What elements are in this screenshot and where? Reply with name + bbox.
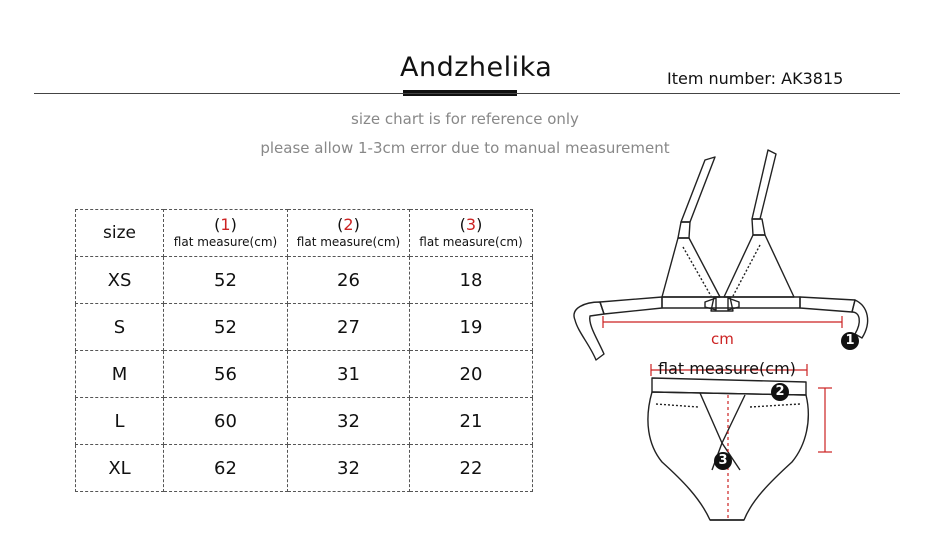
value-cell: 22 xyxy=(410,445,533,492)
column-label-2: flat measure(cm) xyxy=(296,235,401,249)
value-cell: 52 xyxy=(164,304,288,351)
size-cell: L xyxy=(76,398,164,445)
size-cell: M xyxy=(76,351,164,398)
garment-diagram xyxy=(560,140,930,556)
value-cell: 18 xyxy=(410,257,533,304)
size-chart-table xyxy=(75,209,533,492)
column-label-3: flat measure(cm) xyxy=(419,235,523,249)
value-cell: 56 xyxy=(164,351,288,398)
marker-2: 2 xyxy=(771,383,789,401)
table-row xyxy=(76,445,533,492)
cm-label: cm xyxy=(711,330,734,348)
bikini-top-illustration xyxy=(574,150,868,360)
item-number: Item number: AK3815 xyxy=(667,69,844,88)
marker-3: 3 xyxy=(714,452,732,470)
size-cell: XL xyxy=(76,445,164,492)
value-cell: 31 xyxy=(288,351,410,398)
brand-title: Andzhelika xyxy=(400,52,553,83)
top-measure-line xyxy=(603,316,842,328)
column-header-1 xyxy=(164,210,288,257)
value-cell: 62 xyxy=(164,445,288,492)
value-cell: 20 xyxy=(410,351,533,398)
value-cell: 21 xyxy=(410,398,533,445)
table-header-row xyxy=(76,210,533,257)
column-header-2 xyxy=(288,210,410,257)
table-row xyxy=(76,257,533,304)
value-cell: 52 xyxy=(164,257,288,304)
column-number-3: (3) xyxy=(459,215,483,234)
table-row xyxy=(76,304,533,351)
value-cell: 27 xyxy=(288,304,410,351)
column-number-1: (1) xyxy=(214,215,237,234)
reference-note: size chart is for reference only xyxy=(351,110,579,128)
value-cell: 19 xyxy=(410,304,533,351)
value-cell: 32 xyxy=(288,398,410,445)
bottom-measure-lines xyxy=(651,364,832,520)
size-cell: XS xyxy=(76,257,164,304)
column-header-3 xyxy=(410,210,533,257)
flat-measure-label: flat measure(cm) xyxy=(658,359,796,378)
column-number-2: (2) xyxy=(337,215,360,234)
size-header: size xyxy=(103,223,136,243)
size-header-cell xyxy=(76,210,164,257)
value-cell: 26 xyxy=(288,257,410,304)
value-cell: 60 xyxy=(164,398,288,445)
column-label-1: flat measure(cm) xyxy=(173,235,278,249)
table-row xyxy=(76,398,533,445)
size-cell: S xyxy=(76,304,164,351)
table-row xyxy=(76,351,533,398)
marker-1: 1 xyxy=(841,332,859,350)
value-cell: 32 xyxy=(288,445,410,492)
header-divider xyxy=(34,93,900,94)
error-note: please allow 1-3cm error due to manual measurement xyxy=(260,139,670,157)
